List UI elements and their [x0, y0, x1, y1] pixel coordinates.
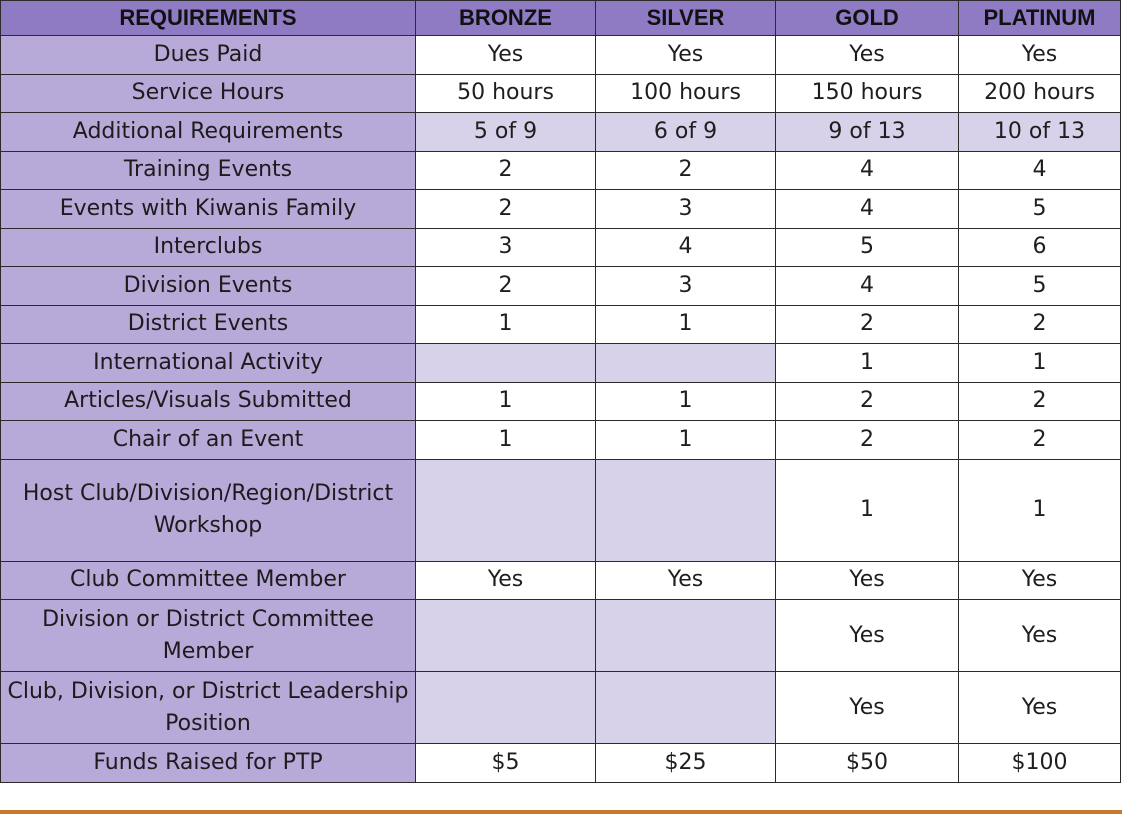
header-platinum: PLATINUM: [959, 1, 1121, 36]
row-label: Service Hours: [1, 74, 416, 113]
silver-cell: 100 hours: [596, 74, 776, 113]
silver-cell: $25: [596, 744, 776, 783]
gold-cell: Yes: [776, 561, 959, 600]
silver-cell: 1: [596, 421, 776, 460]
platinum-cell: 4: [959, 151, 1121, 190]
gold-cell: 5: [776, 228, 959, 267]
platinum-cell: Yes: [959, 561, 1121, 600]
bronze-cell: 2: [416, 190, 596, 229]
silver-cell: 3: [596, 190, 776, 229]
row-label: Dues Paid: [1, 36, 416, 75]
gold-cell: Yes: [776, 672, 959, 744]
gold-cell: 1: [776, 344, 959, 383]
silver-cell: [596, 672, 776, 744]
row-label: Events with Kiwanis Family: [1, 190, 416, 229]
row-label: Chair of an Event: [1, 421, 416, 460]
bronze-cell: 1: [416, 305, 596, 344]
header-silver: SILVER: [596, 1, 776, 36]
platinum-cell: Yes: [959, 36, 1121, 75]
platinum-cell: 2: [959, 421, 1121, 460]
header-gold: GOLD: [776, 1, 959, 36]
gold-cell: 150 hours: [776, 74, 959, 113]
row-label: Division Events: [1, 267, 416, 306]
row-label: Funds Raised for PTP: [1, 744, 416, 783]
bronze-cell: Yes: [416, 561, 596, 600]
platinum-cell: 200 hours: [959, 74, 1121, 113]
platinum-cell: 6: [959, 228, 1121, 267]
platinum-cell: 1: [959, 344, 1121, 383]
gold-cell: 1: [776, 459, 959, 561]
bronze-cell: [416, 344, 596, 383]
gold-cell: 4: [776, 267, 959, 306]
gold-cell: Yes: [776, 36, 959, 75]
table-row: [1, 267, 1121, 306]
bronze-cell: [416, 672, 596, 744]
table-row: [1, 305, 1121, 344]
table-row: [1, 744, 1121, 783]
table-row: [1, 561, 1121, 600]
table-row: [1, 421, 1121, 460]
bronze-cell: [416, 459, 596, 561]
silver-cell: 6 of 9: [596, 113, 776, 152]
silver-cell: Yes: [596, 36, 776, 75]
table-row: [1, 382, 1121, 421]
platinum-cell: 5: [959, 190, 1121, 229]
table-row: [1, 74, 1121, 113]
row-label: District Events: [1, 305, 416, 344]
gold-cell: 9 of 13: [776, 113, 959, 152]
gold-cell: 2: [776, 382, 959, 421]
table-row: [1, 672, 1121, 744]
table-row: [1, 151, 1121, 190]
bronze-cell: 1: [416, 421, 596, 460]
platinum-cell: Yes: [959, 600, 1121, 672]
gold-cell: 4: [776, 151, 959, 190]
silver-cell: 1: [596, 305, 776, 344]
platinum-cell: Yes: [959, 672, 1121, 744]
gold-cell: Yes: [776, 600, 959, 672]
bronze-cell: 3: [416, 228, 596, 267]
bronze-cell: 2: [416, 151, 596, 190]
header-row: [1, 1, 1121, 36]
table-row: [1, 190, 1121, 229]
bronze-cell: 1: [416, 382, 596, 421]
bronze-cell: 50 hours: [416, 74, 596, 113]
bronze-cell: 5 of 9: [416, 113, 596, 152]
silver-cell: [596, 459, 776, 561]
silver-cell: 3: [596, 267, 776, 306]
silver-cell: [596, 600, 776, 672]
silver-cell: 4: [596, 228, 776, 267]
row-label: International Activity: [1, 344, 416, 383]
table-row: [1, 344, 1121, 383]
table-row: [1, 36, 1121, 75]
header-requirements: REQUIREMENTS: [1, 1, 416, 36]
row-label: Interclubs: [1, 228, 416, 267]
row-label: Training Events: [1, 151, 416, 190]
gold-cell: $50: [776, 744, 959, 783]
platinum-cell: 2: [959, 305, 1121, 344]
row-label: Additional Requirements: [1, 113, 416, 152]
bottom-accent-line: [0, 810, 1122, 814]
table-row: [1, 600, 1121, 672]
platinum-cell: $100: [959, 744, 1121, 783]
silver-cell: 2: [596, 151, 776, 190]
gold-cell: 4: [776, 190, 959, 229]
gold-cell: 2: [776, 305, 959, 344]
platinum-cell: 2: [959, 382, 1121, 421]
bronze-cell: $5: [416, 744, 596, 783]
gold-cell: 2: [776, 421, 959, 460]
bronze-cell: Yes: [416, 36, 596, 75]
row-label: Division or District Committee Member: [1, 600, 416, 672]
table-row: [1, 113, 1121, 152]
table-row: [1, 228, 1121, 267]
platinum-cell: 10 of 13: [959, 113, 1121, 152]
platinum-cell: 1: [959, 459, 1121, 561]
platinum-cell: 5: [959, 267, 1121, 306]
silver-cell: Yes: [596, 561, 776, 600]
table-row: [1, 459, 1121, 561]
row-label: Articles/Visuals Submitted: [1, 382, 416, 421]
header-bronze: BRONZE: [416, 1, 596, 36]
silver-cell: [596, 344, 776, 383]
bronze-cell: 2: [416, 267, 596, 306]
row-label: Host Club/Division/Region/District Workshop: [1, 459, 416, 561]
silver-cell: 1: [596, 382, 776, 421]
bronze-cell: [416, 600, 596, 672]
row-label: Club Committee Member: [1, 561, 416, 600]
row-label: Club, Division, or District Leadership Position: [1, 672, 416, 744]
